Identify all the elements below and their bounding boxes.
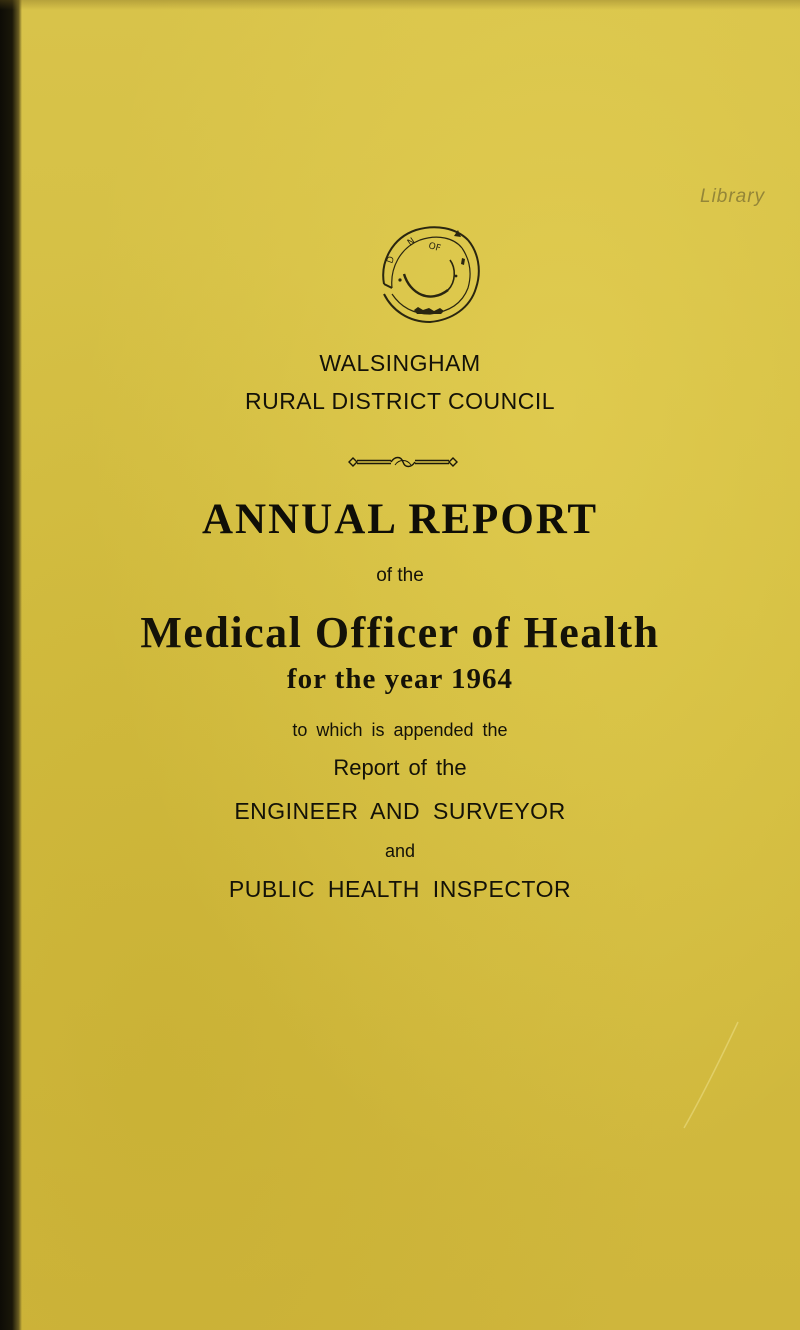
svg-text:N: N (405, 236, 418, 249)
svg-text:OF: OF (427, 241, 442, 255)
cover-top-shade (0, 0, 800, 10)
paper-crease (680, 1020, 740, 1130)
inspector-title: PUBLIC HEALTH INSPECTOR (228, 876, 572, 902)
engineer-title: ENGINEER AND SURVEYOR (234, 798, 566, 824)
council-seal-icon (370, 218, 486, 330)
of-the-line: of the (376, 565, 424, 586)
council-name: WALSINGHAM (319, 350, 481, 376)
svg-text:D: D (385, 255, 398, 266)
and-line: and (384, 841, 416, 861)
report-of-the-line: Report of the (333, 755, 467, 780)
ornamental-divider-icon (347, 455, 459, 469)
officer-title: Medical Officer of Health (140, 608, 660, 657)
appended-line: to which is appended the (292, 720, 508, 740)
council-type: RURAL DISTRICT COUNCIL (244, 388, 556, 414)
handwritten-annotation: Library (700, 186, 766, 207)
report-heading: ANNUAL REPORT (202, 496, 598, 543)
report-year: for the year 1964 (286, 663, 514, 695)
